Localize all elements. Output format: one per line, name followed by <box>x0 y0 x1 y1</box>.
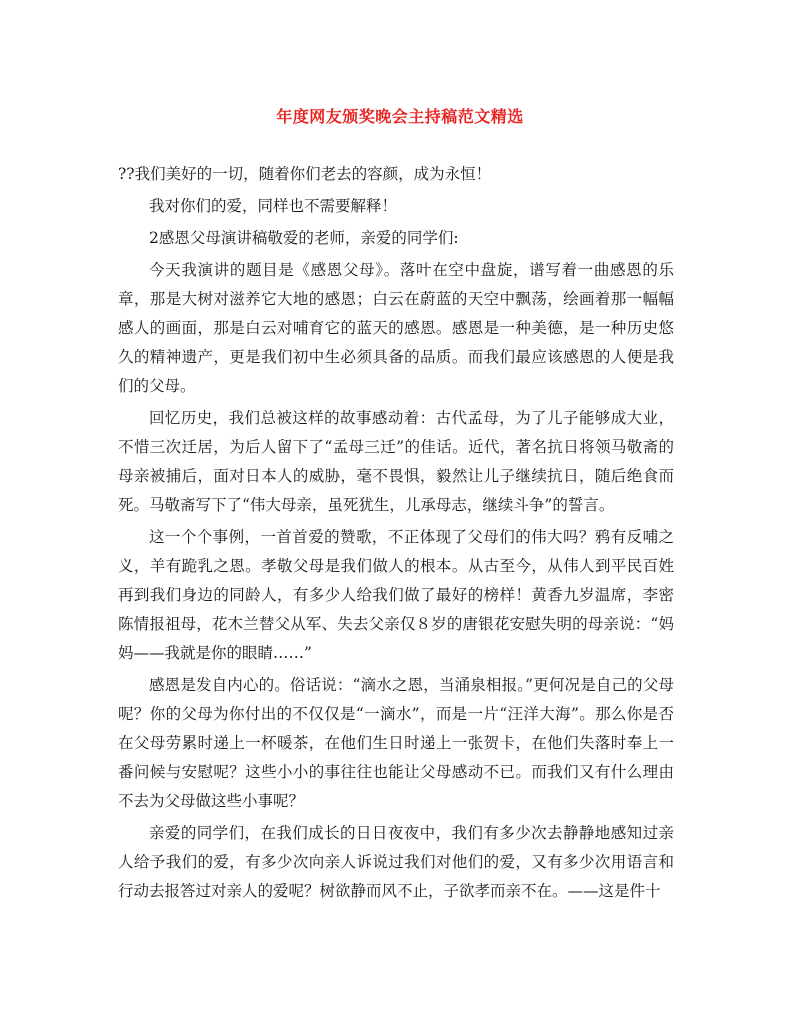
paragraph: 我对你们的爱，同样也不需要解释！ <box>149 197 398 215</box>
document-body <box>118 160 674 909</box>
paragraph: 2感恩父母演讲稿敬爱的老师，亲爱的同学们: <box>149 229 459 247</box>
paragraph: 亲爱的同学们，在我们成长的日日夜夜中，我们有多少次去静静地感知过亲人给予我们的爱，有多少次向亲人诉说过我们对他们的爱，又有多少次用语言和行动去报答过对亲人的爱呢？树欲静而风不止，子欲孝而亲不在。——这是件十 <box>118 824 674 900</box>
paragraph: 感恩是发自内心的。俗话说：“滴水之恩，当涌泉相报。”更何况是自己的父母呢？你的父母为你付出的不仅仅是“一滴水”，而是一片“汪洋大海”。那么你是否在父母劳累时递上一杯暖茶，在他们生日时递上一张贺卡，在他们失落时奉上一番问候与安慰呢？这些小小的事往往也能让父母感动不已。而我们又有什么理由不去为父母做这些小事呢？ <box>118 676 674 810</box>
paragraph: ??我们美好的一切，随着你们老去的容颜，成为永恒！ <box>118 165 492 183</box>
document-title: 年度网友颁奖晚会主持稿范文精选 <box>276 107 524 126</box>
paragraph: 这一个个事例，一首首爱的赞歌，不正体现了父母们的伟大吗？鸦有反哺之义，羊有跪乳之恩。孝敬父母是我们做人的根本。从古至今，从伟人到平民百姓再到我们身边的同龄人，有多少人给我们做了最好的榜样！黄香九岁温席，李密陈情报祖母，花木兰替父从军、失去父亲仅８岁的唐银花安慰失明的母亲说：“妈妈——我就是你的眼睛……” <box>118 528 674 662</box>
paragraph: 回忆历史，我们总被这样的故事感动着：古代孟母，为了儿子能够成大业，不惜三次迁居，为后人留下了“孟母三迁”的佳话。近代，著名抗日将领马敬斋的母亲被捕后，面对日本人的威胁，毫不畏惧，毅然让儿子继续抗日，随后绝食而死。马敬斋写下了“伟大母亲，虽死犹生，儿承母志，继续斗争”的誓言。 <box>118 409 674 514</box>
paragraph: 今天我演讲的题目是《感恩父母》。落叶在空中盘旋，谱写着一曲感恩的乐章，那是大树对滋养它大地的感恩；白云在蔚蓝的天空中飘荡，绘画着那一幅幅感人的画面，那是白云对哺育它的蓝天的感恩。感恩是一种美德，是一种历史悠久的精神遗产，更是我们初中生必须具备的品质。而我们最应该感恩的人便是我们的父母。 <box>118 261 674 395</box>
